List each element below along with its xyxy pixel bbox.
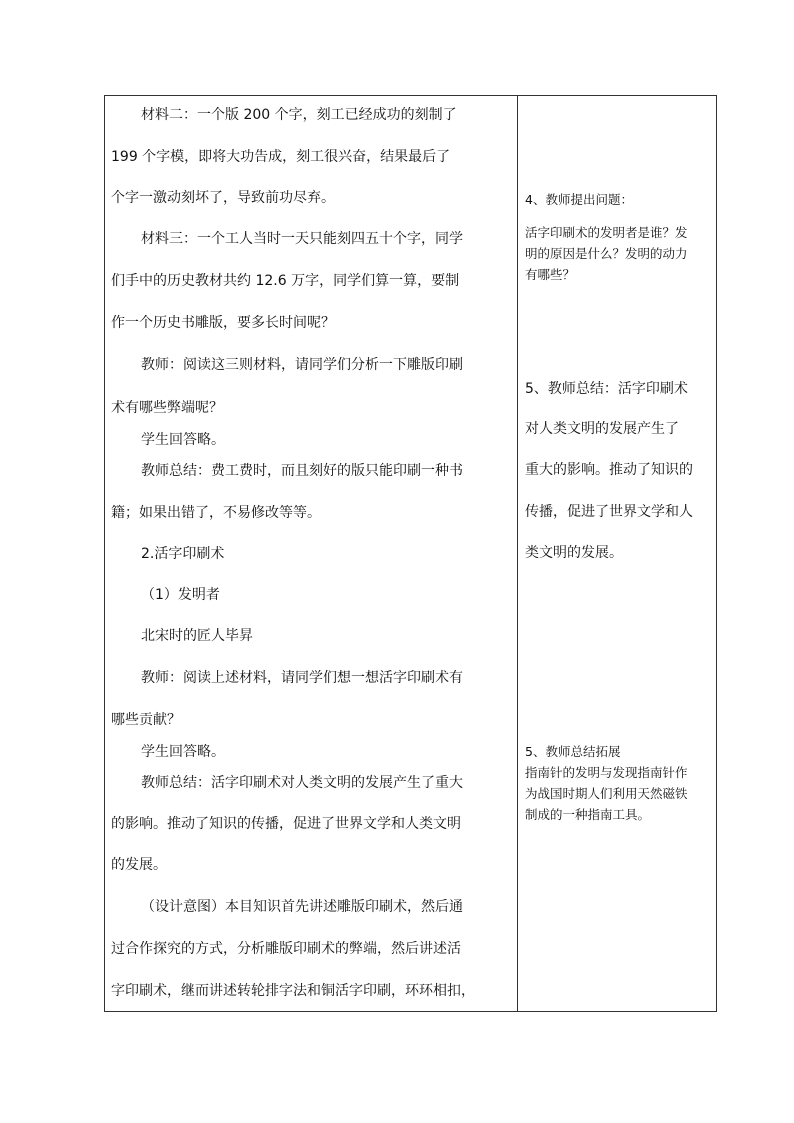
teacher-question-2-line-2: 哪些贡献？ — [111, 712, 181, 728]
teaching-process-column — [105, 96, 517, 1011]
teacher-question-1-line-2: 术有哪些弊端呢？ — [111, 400, 223, 416]
note-4-line-1: 活字印刷术的发明者是谁？发 — [525, 225, 688, 240]
note-5b-line-2: 为战国时期人们利用天然磁铁 — [525, 786, 688, 801]
lesson-table — [104, 95, 717, 1012]
design-intent-line-3: 字印刷术，继而讲述转轮排字法和铜活字印刷，环环相扣， — [111, 983, 475, 999]
note-5b-line-1: 指南针的发明与发现指南针作 — [525, 765, 688, 780]
note-5-line-5: 类文明的发展。 — [525, 545, 623, 561]
note-5-line-2: 对人类文明的发展产生了 — [525, 421, 679, 437]
note-5-line-1: 5、教师总结：活字印刷术 — [525, 381, 688, 397]
material-2-line-3: 个字一激动刻坏了，导致前功尽弃。 — [111, 190, 335, 206]
material-2-line-1: 材料二：一个版 200 个字，刻工已经成功的刻制了 — [141, 107, 457, 123]
teacher-question-2-line-1: 教师：阅读上述材料，请同学们想一想活字印刷术有 — [141, 670, 463, 686]
teacher-question-1-line-1: 教师：阅读这三则材料，请同学们分析一下雕版印刷 — [141, 357, 463, 373]
teacher-summary-1-line-2: 籍；如果出错了，不易修改等等。 — [111, 505, 321, 521]
material-3-line-1: 材料三：一个工人当时一天只能刻四五十个字，同学 — [141, 231, 463, 247]
material-3-line-3: 作一个历史书雕版，要多长时间呢？ — [111, 315, 335, 331]
student-answer-1: 学生回答略。 — [141, 432, 225, 448]
teacher-notes-column — [518, 96, 716, 1011]
note-4-line-3: 有哪些？ — [525, 267, 576, 282]
material-2-line-2: 199 个字模，即将大功告成，刻工很兴奋，结果最后了 — [111, 149, 451, 165]
student-answer-2: 学生回答略。 — [141, 744, 225, 760]
section-heading-movable-type: 2.活字印刷术 — [141, 546, 225, 562]
material-3-line-2: 们手中的历史教材共约 12.6 万字，同学们算一算，要制 — [111, 273, 460, 289]
teacher-summary-2-line-3: 的发展。 — [111, 857, 167, 873]
note-5-line-4: 传播，促进了世界文学和人 — [525, 504, 693, 520]
subheading-inventor: （1）发明者 — [141, 587, 220, 603]
teacher-summary-1-line-1: 教师总结：费工费时，而且刻好的版只能印刷一种书 — [141, 463, 463, 479]
design-intent-line-1: （设计意图）本目知识首先讲述雕版印刷术，然后通 — [141, 899, 463, 915]
design-intent-line-2: 过合作探究的方式，分析雕版印刷术的弊端，然后讲述活 — [111, 941, 461, 957]
inventor-text: 北宋时的匠人毕昇 — [141, 628, 253, 644]
teacher-summary-2-line-1: 教师总结：活字印刷术对人类文明的发展产生了重大 — [141, 775, 463, 791]
note-5b-line-3: 制成的一种指南工具。 — [525, 807, 651, 822]
note-5b-title: 5、教师总结拓展 — [525, 744, 621, 759]
note-4-line-2: 明的原因是什么？发明的动力 — [525, 246, 688, 261]
note-4-title: 4、教师提出问题： — [525, 192, 633, 207]
note-5-line-3: 重大的影响。推动了知识的 — [525, 462, 693, 478]
teacher-summary-2-line-2: 的影响。推动了知识的传播，促进了世界文学和人类文明 — [111, 816, 461, 832]
